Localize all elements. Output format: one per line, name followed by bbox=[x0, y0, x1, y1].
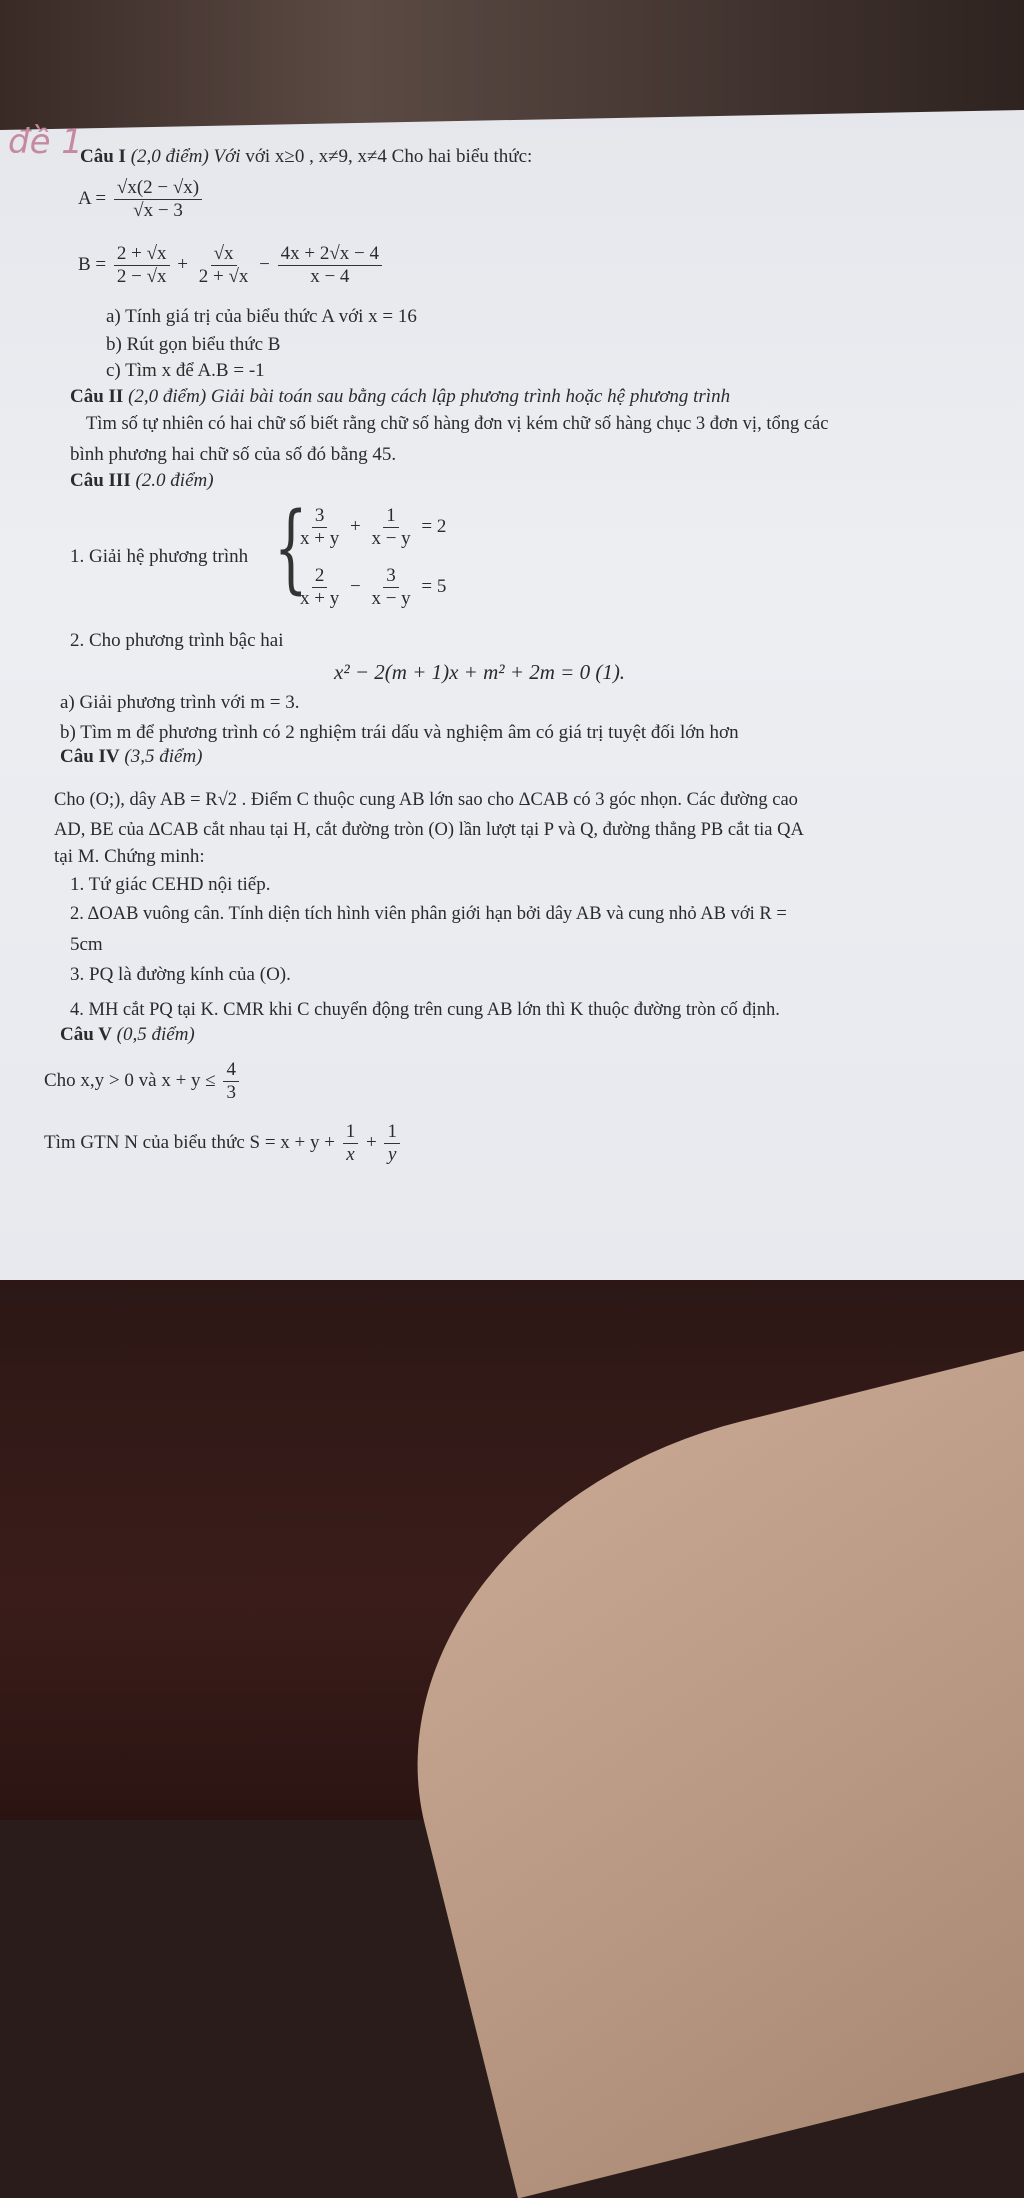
q5-condition-text: Cho x,y > 0 và x + y ≤ bbox=[44, 1070, 216, 1092]
q5-frac2-num: 1 bbox=[384, 1122, 400, 1144]
B-term2-den: 2 + √x bbox=[198, 265, 249, 287]
eq2-frac2 bbox=[368, 566, 413, 610]
q3-part-a: a) Giải phương trình với m = 3. bbox=[60, 692, 300, 713]
B-term1 bbox=[114, 244, 170, 288]
q4-text-line2: AD, BE của ΔCAB cắt nhau tại H, cắt đường tròn (O) lần lượt tại P và Q, đường thẳng PB cắt tia QA bbox=[54, 820, 804, 840]
q4-item2-line2: 5cm bbox=[70, 934, 103, 955]
q1-points: (2,0 điểm) bbox=[130, 146, 209, 167]
B-op2: − bbox=[259, 254, 270, 276]
eq1-frac2-num: 1 bbox=[383, 506, 399, 528]
B-term3-num: 4x + 2√x − 4 bbox=[278, 244, 382, 266]
q1-condition: với x≥0 , x≠9, x≠4 Cho hai biểu thức: bbox=[245, 146, 533, 167]
q3-part2-label: 2. Cho phương trình bậc hai bbox=[70, 630, 284, 651]
A-label: A = bbox=[78, 188, 107, 210]
q4-item1: 1. Tứ giác CEHD nội tiếp. bbox=[70, 874, 271, 895]
eq2-frac1-den: x + y bbox=[300, 587, 340, 609]
system-eq2 bbox=[294, 566, 446, 610]
q4-item3: 3. PQ là đường kính của (O). bbox=[70, 964, 291, 985]
q4-item4: 4. MH cắt PQ tại K. CMR khi C chuyển động trên cung AB lớn thì K thuộc đường tròn cố định. bbox=[70, 1000, 780, 1020]
q1-header bbox=[80, 146, 532, 168]
q5-points: (0,5 điểm) bbox=[116, 1024, 195, 1045]
B-term1-den: 2 − √x bbox=[116, 265, 167, 287]
q4-text-line3: tại M. Chứng minh: bbox=[54, 846, 205, 867]
q5-plus: + bbox=[365, 1132, 377, 1154]
B-term2 bbox=[196, 244, 252, 288]
A-denominator: √x − 3 bbox=[133, 199, 183, 221]
q3-part1-label: 1. Giải hệ phương trình bbox=[70, 546, 249, 567]
q4-points: (3,5 điểm) bbox=[124, 746, 203, 767]
B-label: B = bbox=[78, 254, 107, 276]
q5-find-text: Tìm GTN N của biểu thức S = x + y + bbox=[44, 1132, 335, 1154]
q5-condition bbox=[44, 1060, 242, 1104]
q5-frac2 bbox=[384, 1122, 400, 1166]
q3-quadratic-equation: x² − 2(m + 1)x + m² + 2m = 0 (1). bbox=[334, 660, 626, 684]
q5-condition-fraction bbox=[223, 1060, 239, 1104]
eq1-op: + bbox=[349, 516, 361, 538]
B-op1: + bbox=[177, 254, 189, 276]
eq1-frac2 bbox=[368, 506, 413, 550]
system-eq1 bbox=[294, 506, 446, 550]
expression-B bbox=[78, 244, 385, 288]
q1-with: Với bbox=[213, 146, 241, 167]
q3-title: Câu III bbox=[70, 470, 131, 491]
q4-text-line1: Cho (O;), dây AB = R√2 . Điểm C thuộc cung AB lớn sao cho ΔCAB có 3 góc nhọn. Các đường cao bbox=[54, 790, 798, 810]
q1-title: Câu I bbox=[80, 146, 126, 167]
eq1-frac1-den: x + y bbox=[300, 527, 340, 549]
B-term2-num: √x bbox=[211, 244, 237, 266]
eq2-frac2-den: x − y bbox=[371, 587, 411, 609]
q5-title: Câu V bbox=[60, 1024, 112, 1045]
eq2-rhs: = 5 bbox=[421, 576, 447, 598]
q5-header bbox=[60, 1024, 195, 1046]
q5-frac2-den: y bbox=[387, 1143, 397, 1165]
handwritten-margin-note: đề 1 bbox=[8, 122, 83, 162]
eq2-frac2-num: 3 bbox=[383, 566, 399, 588]
q3-points: (2.0 điểm) bbox=[135, 470, 214, 491]
expression-A bbox=[78, 178, 205, 222]
q4-item2-line1: 2. ΔOAB vuông cân. Tính diện tích hình viên phân giới hạn bởi dây AB và cung nhỏ AB với R = bbox=[70, 904, 787, 924]
eq2-op: − bbox=[349, 576, 361, 598]
eq2-frac1 bbox=[297, 566, 342, 610]
q2-text-line1: Tìm số tự nhiên có hai chữ số biết rằng chữ số hàng đơn vị kém chữ số hàng chục 3 đơn vị, tổng các bbox=[86, 414, 829, 434]
q3-header bbox=[70, 470, 214, 492]
eq1-frac1-num: 3 bbox=[312, 506, 328, 528]
q2-title: Câu II bbox=[70, 386, 124, 407]
A-fraction bbox=[114, 178, 202, 222]
q2-text-line2: bình phương hai chữ số của số đó bằng 45. bbox=[70, 444, 397, 465]
eq1-rhs: = 2 bbox=[421, 516, 447, 538]
q4-header bbox=[60, 746, 203, 768]
q5-frac1 bbox=[343, 1122, 359, 1166]
eq2-frac1-num: 2 bbox=[312, 566, 328, 588]
eq1-frac1 bbox=[297, 506, 342, 550]
q5-condition-num: 4 bbox=[223, 1060, 239, 1082]
eq1-frac2-den: x − y bbox=[371, 527, 411, 549]
q1-part-b: b) Rút gọn biểu thức B bbox=[106, 334, 281, 355]
q2-instruction: (2,0 điểm) Giải bài toán sau bằng cách lập phương trình hoặc hệ phương trình bbox=[128, 386, 731, 407]
q4-title: Câu IV bbox=[60, 746, 120, 767]
A-numerator: √x(2 − √x) bbox=[114, 178, 202, 200]
q2-header bbox=[70, 386, 730, 408]
q5-condition-den: 3 bbox=[226, 1081, 236, 1103]
q3-part-b: b) Tìm m để phương trình có 2 nghiệm trái dấu và nghiệm âm có giá trị tuyệt đối lớn hơn bbox=[60, 722, 739, 743]
system-brace: { bbox=[274, 492, 308, 604]
q5-frac1-den: x bbox=[346, 1143, 355, 1165]
B-term1-num: 2 + √x bbox=[114, 244, 170, 266]
B-term3 bbox=[278, 244, 382, 288]
q1-part-c: c) Tìm x để A.B = -1 bbox=[106, 360, 265, 381]
q5-find bbox=[44, 1122, 403, 1166]
q5-frac1-num: 1 bbox=[343, 1122, 359, 1144]
q1-part-a: a) Tính giá trị của biểu thức A với x = 16 bbox=[106, 306, 417, 327]
B-term3-den: x − 4 bbox=[310, 265, 350, 287]
